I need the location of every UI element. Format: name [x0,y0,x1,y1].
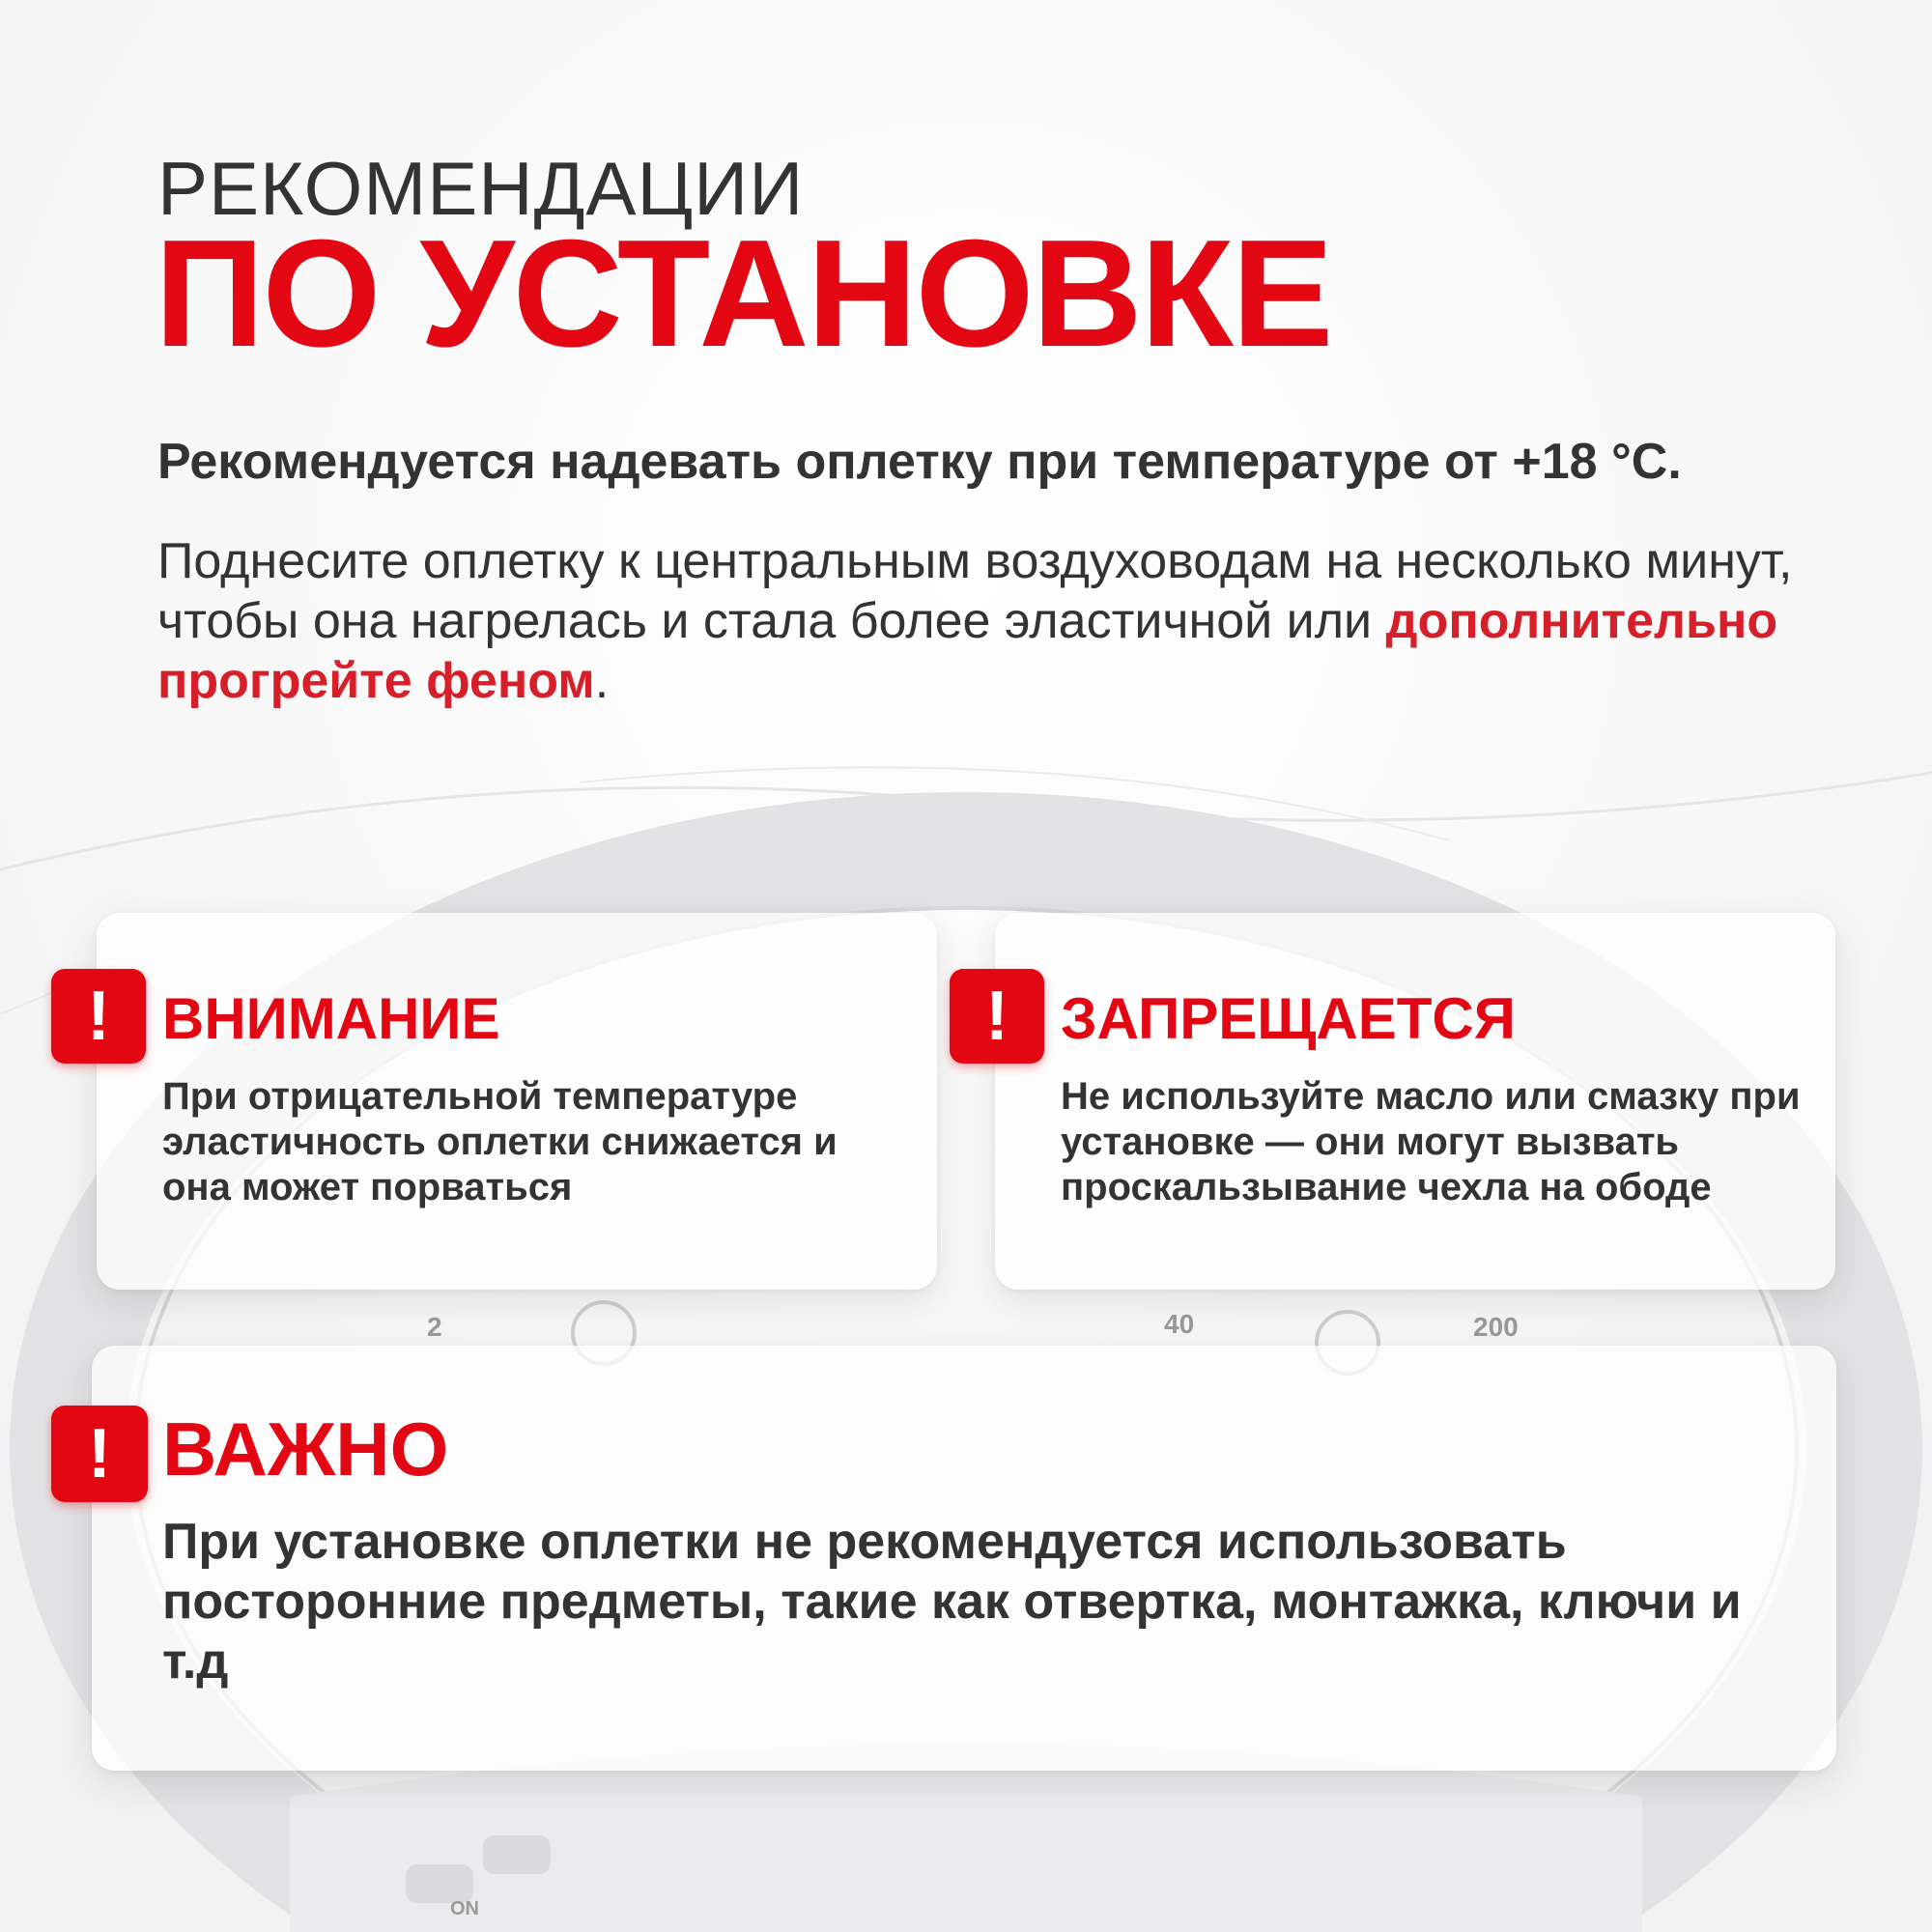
important-title: ВАЖНО [162,1406,449,1492]
gauge-label-on: ON [450,1898,479,1919]
exclamation-icon: ! [51,1406,148,1502]
title-line-2: ПО УСТАНОВКЕ [155,209,1332,379]
attention-text: При отрицательной температуре эластичность оплетки снижается и она может порваться [162,1075,838,1208]
instruction-end: . [594,653,610,709]
instruction-text: Поднесите оплетку к центральным воздуховодам на несколько минут, чтобы она нагрелась и стала более эластичной или [157,533,1793,649]
gauge-label-40: 40 [1164,1309,1195,1339]
attention-title: ВНИМАНИЕ [162,986,500,1051]
warmup-instruction [157,531,1819,711]
title-line-1: РЕКОМЕНДАЦИИ [157,146,805,231]
instruction-highlight: дополнительно прогрейте феном [157,593,1778,709]
temperature-recommendation: Рекомендуется надевать оплетку при температуре от +18 °C. [157,434,1682,490]
important-text: При установке оплетки не рекомендуется использовать посторонние предметы, такие как отвертка, монтажка, ключи и т.д [162,1514,1742,1690]
exclamation-icon: ! [51,969,146,1064]
forbidden-text: Не используйте масло или смазку при установке — они могут вызвать проскальзывание чехла на ободе [1061,1075,1801,1208]
forbidden-title: ЗАПРЕЩАЕТСЯ [1061,986,1516,1051]
gauge-label-2: 2 [427,1312,442,1342]
exclamation-icon: ! [950,969,1044,1064]
gauge-label-200: 200 [1473,1312,1519,1342]
